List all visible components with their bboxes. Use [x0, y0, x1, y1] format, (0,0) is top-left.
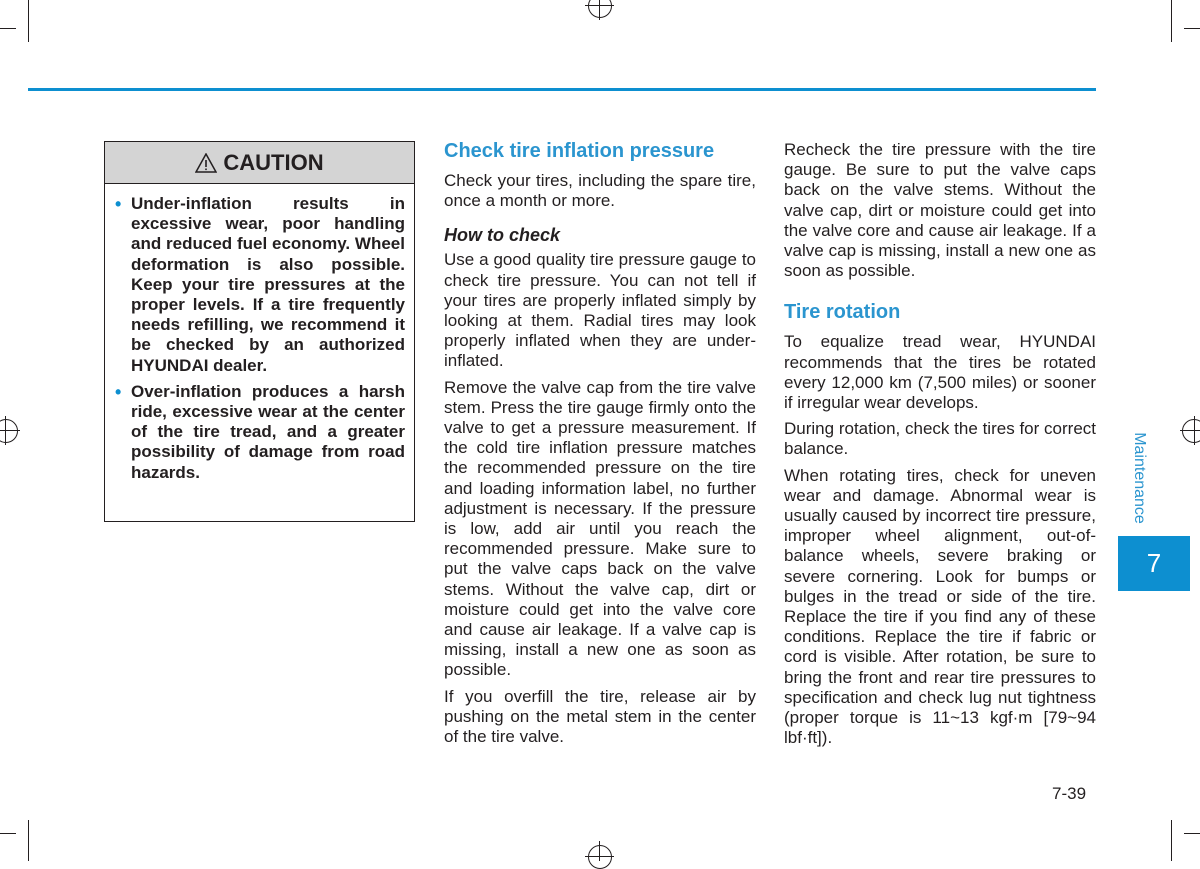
caution-item: • Over-inflation produces a harsh ride, excessive wear at the center of the tire tread, and a greater possibility of damage from road hazards.: [131, 382, 405, 483]
crop-mark: [1171, 820, 1172, 861]
crop-mark: [5, 416, 6, 445]
crop-mark: [585, 856, 614, 857]
crop-mark: [1180, 430, 1200, 431]
crop-mark: [0, 430, 20, 431]
crop-mark: [28, 820, 29, 861]
warning-icon: [195, 153, 217, 173]
chapter-name: Maintenance: [1131, 432, 1148, 524]
crop-mark: [1194, 416, 1195, 445]
column-check-pressure: [444, 140, 756, 753]
section-heading: Tire rotation: [784, 301, 901, 324]
crop-mark: [1184, 28, 1200, 29]
section-heading: Check tire inflation pressure: [444, 140, 715, 162]
registration-mark: [1182, 419, 1200, 443]
subheading: How to check: [444, 225, 561, 246]
caution-list: [105, 184, 414, 483]
registration-mark: [0, 419, 18, 443]
crop-mark: [0, 833, 16, 834]
paragraph: Check your tires, including the spare tire, once a month or more.: [444, 171, 756, 211]
paragraph: Use a good quality tire pressure gauge to check tire pressure. You can not tell if your tires are properly inflated simply by looking at them. Radial tires may look properly inflated when they are under-inflated.: [444, 250, 756, 371]
caution-title: CAUTION: [223, 149, 324, 175]
crop-mark: [599, 841, 600, 861]
chapter-tab: [1118, 536, 1190, 591]
paragraph: When rotating tires, check for uneven wear and damage. Abnormal wear is usually caused by incorrect tire pressure, improper wheel alignment, out-of-balance wheels, severe braking or severe cornering. Look for bumps or bulges in the tread or side of the tire. Replace the tire if you find any of these conditions. Replace the tire if fabric or cord is visible. After rotation, be sure to bring the front and rear tire pressures to specification and check lug nut tightness (proper torque is 11~13 kgf·m [79~94 lbf·ft]).: [784, 465, 1096, 748]
header-rule: [28, 88, 1096, 91]
paragraph: Remove the valve cap from the tire valve stem. Press the tire gauge firmly onto the valve to get a pressure measurement. If the cold tire inflation pressure matches the recommended pressure on the tire and loading information label, no further adjustment is necessary. If the pressure is low, add air until you reach the recommended pressure. Make sure to put the valve caps back on the valve stems. Without the valve cap, dirt or moisture could get into the valve core and cause air leakage. If a valve cap is missing, install a new one as soon as possible.: [444, 377, 756, 680]
chapter-number: 7: [1146, 548, 1162, 578]
paragraph: Recheck the tire pressure with the tire gauge. Be sure to put the valve caps back on the valve stems. Without the valve cap, dirt or moisture could get into the valve core and cause air leakage. If a valve cap is missing, install a new one as soon as possible.: [784, 140, 1096, 281]
registration-mark: [588, 845, 612, 869]
column-rotation: [784, 140, 1096, 754]
caution-header: [105, 142, 414, 184]
crop-mark: [0, 28, 16, 29]
crop-mark: [28, 0, 29, 42]
crop-mark: [585, 5, 614, 6]
paragraph: If you overfill the tire, release air by pushing on the metal stem in the center of the tire valve.: [444, 686, 756, 747]
caution-box: [104, 141, 415, 522]
crop-mark: [1184, 833, 1200, 834]
registration-mark: [588, 0, 612, 18]
chapter-tab-label: [1128, 422, 1150, 534]
paragraph: During rotation, check the tires for correct balance.: [784, 419, 1096, 459]
paragraph: To equalize tread wear, HYUNDAI recommends that the tires be rotated every 12,000 km (7,500 miles) or sooner if irregular wear develops.: [784, 332, 1096, 413]
caution-item: • Under-inflation results in excessive wear, poor handling and reduced fuel economy. Wheel deformation is also possible. Keep your tire pressures at the proper levels. If a tire frequently needs refilling, we recommend it be checked by an authorized HYUNDAI dealer.: [131, 194, 405, 376]
page-number: 7-39: [1052, 784, 1087, 803]
crop-mark: [599, 0, 600, 20]
crop-mark: [1171, 0, 1172, 42]
